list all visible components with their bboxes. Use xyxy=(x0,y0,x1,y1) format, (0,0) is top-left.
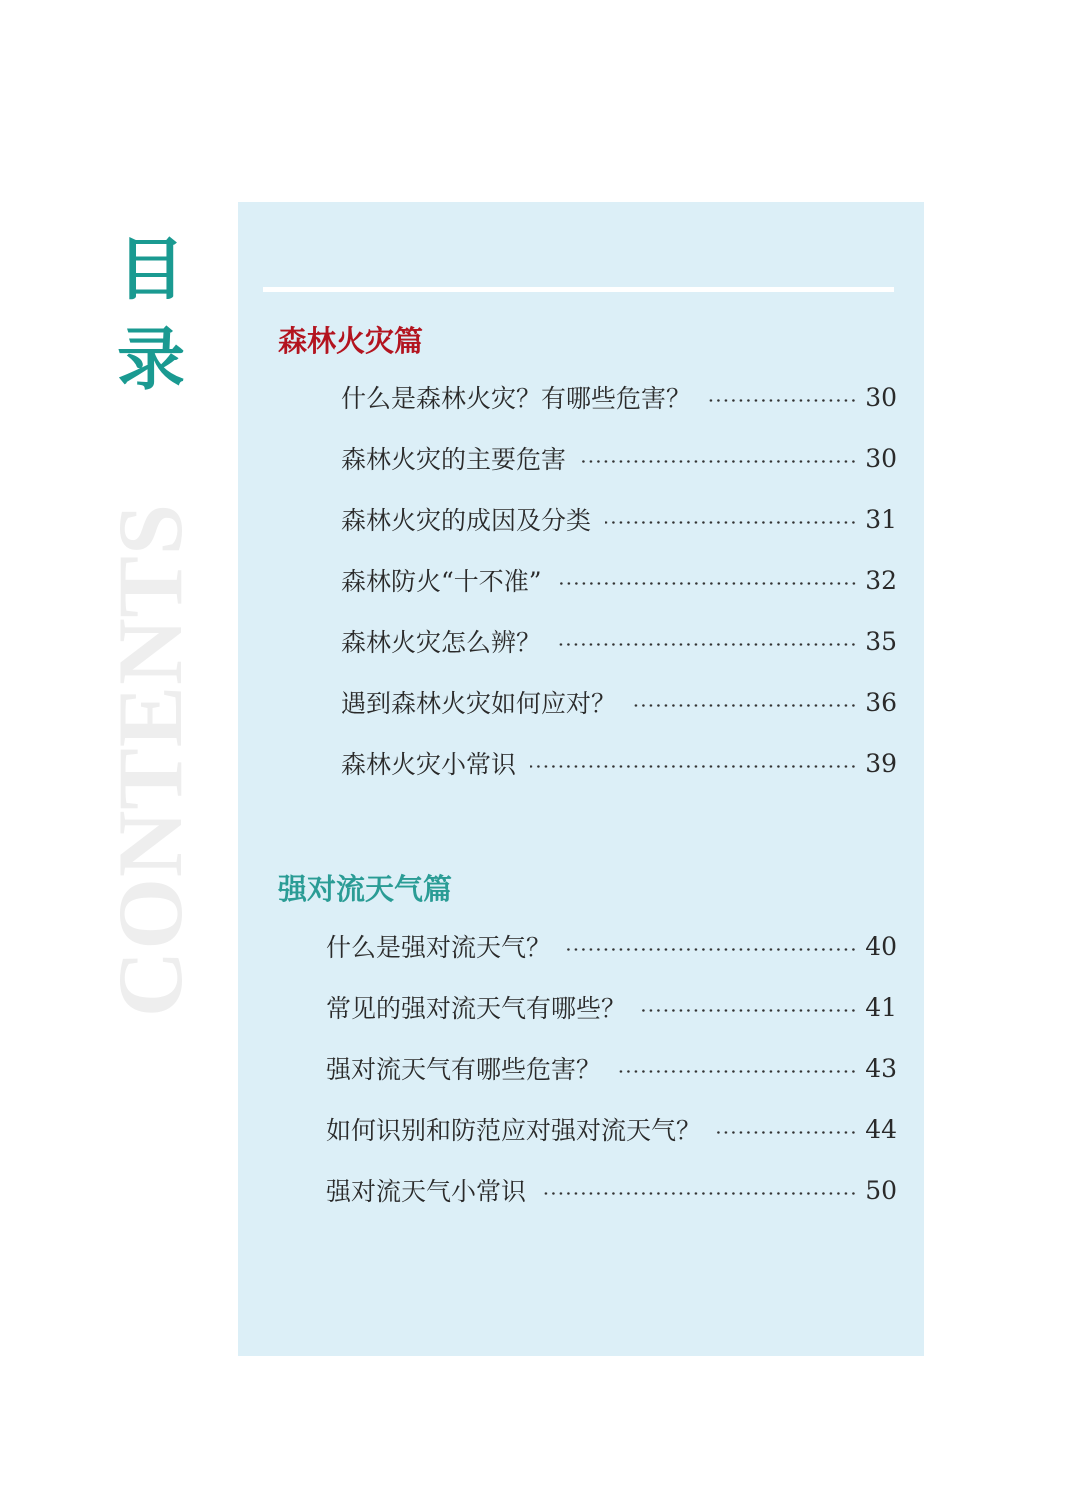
toc-entry[interactable] xyxy=(341,682,897,722)
leader-dots xyxy=(705,399,857,402)
contents-panel xyxy=(238,202,924,1356)
toc-entry[interactable] xyxy=(341,560,897,600)
toc-entry-title: 常见的强对流天气有哪些？ xyxy=(326,994,627,1023)
toc-entry[interactable] xyxy=(341,499,897,539)
toc-entry[interactable] xyxy=(326,1170,897,1210)
toc-entry-title: 森林火灾的主要危害 xyxy=(341,445,567,474)
toc-entry[interactable] xyxy=(326,987,897,1027)
panel-divider xyxy=(263,287,894,292)
toc-entry[interactable] xyxy=(326,1048,897,1088)
leader-dots xyxy=(530,765,857,768)
section-title-forest-fire: 森林火灾篇 xyxy=(278,324,424,358)
leader-dots xyxy=(715,1131,857,1134)
contents-watermark: CONTENTS xyxy=(99,502,201,1018)
toc-entry[interactable] xyxy=(341,621,897,661)
toc-entry-page: 30 xyxy=(865,382,897,412)
toc-entry-page: 30 xyxy=(865,443,897,473)
toc-entry-title: 遇到森林火灾如何应对？ xyxy=(341,689,617,718)
toc-entry-title: 什么是森林火灾？有哪些危害？ xyxy=(341,384,692,413)
toc-entry-page: 50 xyxy=(865,1175,897,1205)
toc-entry[interactable] xyxy=(326,1109,897,1149)
toc-entry-page: 31 xyxy=(865,504,897,534)
toc-entry-title: 强对流天气小常识 xyxy=(326,1177,527,1206)
toc-entry-title: 强对流天气有哪些危害？ xyxy=(326,1055,602,1084)
toc-entry-page: 32 xyxy=(865,565,897,595)
leader-dots xyxy=(580,460,857,463)
toc-entry-page: 43 xyxy=(865,1053,897,1083)
heading-char-lu: 录 xyxy=(116,321,185,400)
leader-dots xyxy=(556,582,858,585)
toc-entry-page: 39 xyxy=(865,748,897,778)
toc-entry-page: 35 xyxy=(865,626,897,656)
leader-dots xyxy=(565,948,857,951)
leader-dots xyxy=(630,704,857,707)
toc-entry-title: 森林防火“十不准” xyxy=(341,567,542,596)
leader-dots xyxy=(640,1009,857,1012)
leader-dots xyxy=(555,643,857,646)
toc-entry-title: 如何识别和防范应对强对流天气？ xyxy=(326,1116,702,1145)
toc-entry-page: 41 xyxy=(865,992,897,1022)
toc-entry[interactable] xyxy=(341,377,897,417)
toc-entry[interactable] xyxy=(326,926,897,966)
toc-entry-title: 森林火灾怎么辨？ xyxy=(341,628,542,657)
toc-entry-title: 什么是强对流天气？ xyxy=(326,933,552,962)
toc-entry-page: 36 xyxy=(865,687,897,717)
toc-entry[interactable] xyxy=(341,743,897,783)
toc-entry-title: 森林火灾小常识 xyxy=(341,750,517,779)
toc-entry-title: 森林火灾的成因及分类 xyxy=(341,506,592,535)
toc-entry[interactable] xyxy=(341,438,897,478)
leader-dots xyxy=(605,521,857,524)
toc-entry-page: 40 xyxy=(865,931,897,961)
leader-dots xyxy=(540,1192,857,1195)
heading-char-mu: 目 xyxy=(116,231,185,310)
leader-dots xyxy=(615,1070,857,1073)
toc-entry-page: 44 xyxy=(865,1114,897,1144)
section-title-severe-convection: 强对流天气篇 xyxy=(278,872,453,906)
